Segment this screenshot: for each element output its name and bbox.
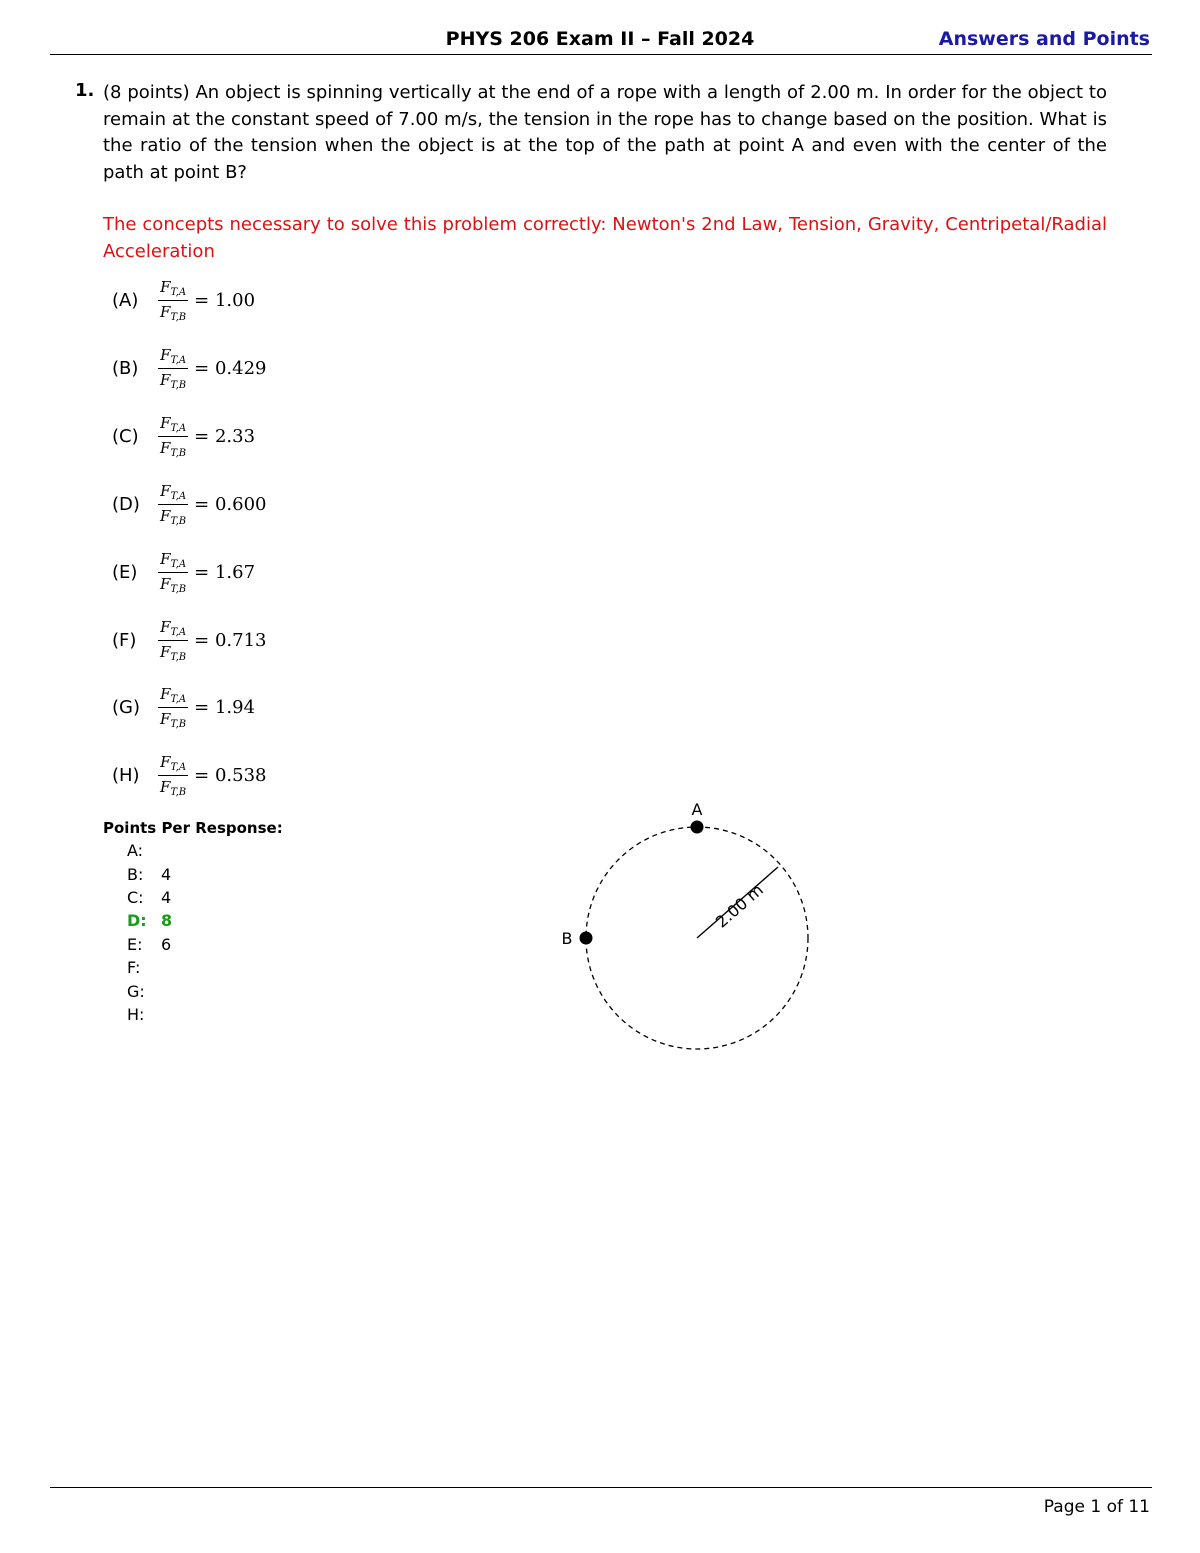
circular-path-diagram (540, 790, 840, 1060)
choice-value: = 2.33 (194, 425, 256, 447)
choice-value: = 0.538 (194, 764, 267, 786)
choice-value: = 0.600 (194, 493, 267, 515)
choice-label: (G) (112, 696, 140, 718)
tension-ratio-fraction: $\frac{F_{T,A}}{F_{T,B}}$ (160, 549, 187, 595)
points-row-h: H: (127, 1005, 145, 1024)
page-header-title: PHYS 206 Exam II – Fall 2024 (445, 28, 755, 50)
point-a-marker (691, 821, 704, 834)
choice-value: = 1.67 (194, 561, 256, 583)
radius-label: 2.00 m (711, 880, 767, 932)
tension-ratio-fraction: $\frac{F_{T,A}}{F_{T,B}}$ (160, 345, 187, 391)
tension-ratio-fraction: $\frac{F_{T,A}}{F_{T,B}}$ (160, 617, 187, 663)
tension-ratio-fraction: $\frac{F_{T,A}}{F_{T,B}}$ (160, 481, 187, 527)
points-row-b: B: 4 (127, 865, 172, 884)
choice-h (112, 745, 267, 805)
choice-d (112, 474, 267, 534)
header-rule (50, 54, 1152, 55)
choice-label: (F) (112, 629, 137, 651)
points-row-c: C: 4 (127, 888, 172, 907)
choice-label: (E) (112, 561, 138, 583)
choice-value: = 1.94 (194, 696, 256, 718)
point-b-label: B (561, 929, 573, 948)
choice-label: (C) (112, 425, 139, 447)
choice-g (112, 677, 255, 737)
choice-value: = 0.429 (194, 357, 267, 379)
tension-ratio-fraction: $\frac{F_{T,A}}{F_{T,B}}$ (160, 413, 187, 459)
tension-ratio-fraction: $\frac{F_{T,A}}{F_{T,B}}$ (160, 752, 187, 798)
points-row-a: A: (127, 841, 144, 860)
choice-f (112, 610, 267, 670)
choice-c (112, 406, 255, 466)
point-b-marker (580, 932, 593, 945)
answers-and-points-label: Answers and Points (938, 28, 1150, 50)
points-row-f: F: (127, 958, 141, 977)
choice-value: = 1.00 (194, 289, 256, 311)
choice-a (112, 270, 255, 330)
footer-rule (50, 1487, 1152, 1488)
choice-label: (A) (112, 289, 139, 311)
question-number: 1. (75, 80, 95, 101)
points-row-e: E: 6 (127, 935, 172, 954)
page-number: Page 1 of 11 (1043, 1497, 1150, 1517)
choice-label: (D) (112, 493, 140, 515)
points-row-g: G: (127, 982, 145, 1001)
question-text: (8 points) An object is spinning vertically at the end of a rope with a length of 2.00 m. In order for the object to remain at the constant speed of 7.00 m/s, the tension in the rope has to change based on the position. What is the ratio of the tension when the object is at the top of the path at point A and even with the center of the path at point B? (103, 82, 1107, 183)
points-per-response-title: Points Per Response: (103, 819, 283, 837)
choice-value: = 0.713 (194, 629, 267, 651)
choice-e (112, 542, 255, 602)
choice-b (112, 338, 267, 398)
concepts-note: The concepts necessary to solve this problem correctly: Newton's 2nd Law, Tension, Gravity, Centripetal/Radial Acceleration (103, 214, 1107, 262)
point-a-label: A (691, 800, 703, 819)
choice-label: (B) (112, 357, 139, 379)
tension-ratio-fraction: $\frac{F_{T,A}}{F_{T,B}}$ (160, 277, 187, 323)
points-row-d-correct: D: 8 (127, 911, 173, 930)
tension-ratio-fraction: $\frac{F_{T,A}}{F_{T,B}}$ (160, 684, 187, 730)
choice-label: (H) (112, 764, 140, 786)
